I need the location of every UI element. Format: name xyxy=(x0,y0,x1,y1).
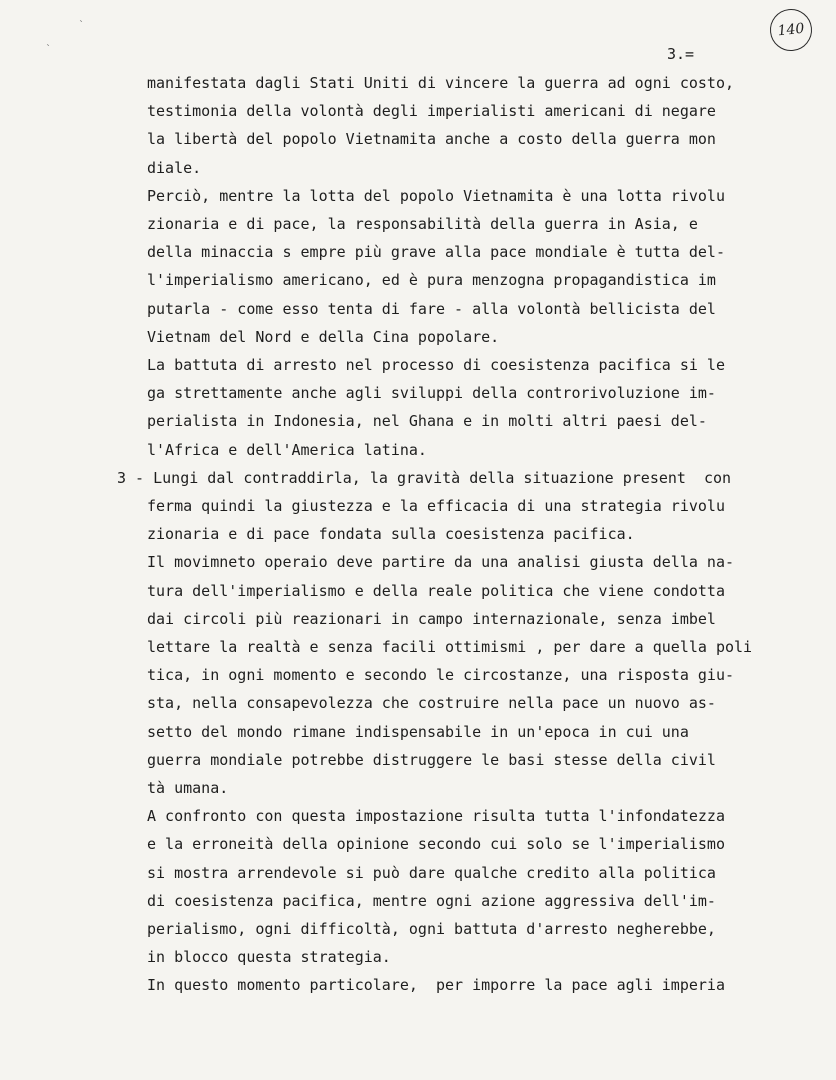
text-line: Il movimneto operaio deve partire da una analisi giusta della na- xyxy=(147,553,734,572)
text-line: zionaria e di pace, la responsabilità della guerra in Asia, e xyxy=(147,215,698,233)
text-line: la libertà del popolo Vietnamita anche a costo della guerra mon xyxy=(147,130,716,149)
text-line: manifestata dagli Stati Uniti di vincere la guerra ad ogni costo, xyxy=(147,74,734,92)
text-line: zionaria e di pace fondata sulla coesistenza pacifica. xyxy=(147,525,635,544)
text-line: perialismo, ogni difficoltà, ogni battuta d'arresto negherebbe, xyxy=(147,920,716,938)
text-line: dai circoli più reazionari in campo internazionale, senza imbel xyxy=(147,609,716,628)
text-line: si mostra arrendevole si può dare qualche credito alla politica xyxy=(147,863,716,882)
text-line: di coesistenza pacifica, mentre ogni azione aggressiva dell'im- xyxy=(147,891,716,910)
text-line: 3 - Lungi dal contraddirla, la gravità della situazione present con xyxy=(117,468,732,487)
text-line: e la erroneità della opinione secondo cui solo se l'imperialismo xyxy=(147,835,725,854)
text-line: In questo momento particolare, per imporre la pace agli imperia xyxy=(147,976,725,995)
text-line: guerra mondiale potrebbe distruggere le basi stesse della civil xyxy=(147,750,716,769)
text-line: La battuta di arresto nel processo di coesistenza pacifica si le xyxy=(147,356,725,374)
text-line: l'imperialismo americano, ed è pura menzogna propagandistica im xyxy=(147,271,716,290)
text-line: in blocco questa strategia. xyxy=(147,948,391,967)
page-number: 3.= xyxy=(667,45,695,63)
text-line: Vietnam del Nord e della Cina popolare. xyxy=(147,327,500,346)
text-line: l'Africa e dell'America latina. xyxy=(147,440,427,459)
text-line: tà umana. xyxy=(147,779,229,797)
text-line: perialista in Indonesia, nel Ghana e in molti altri paesi del- xyxy=(147,412,707,431)
text-line: sta, nella consapevolezza che costruire nella pace un nuovo as- xyxy=(147,694,716,713)
text-line: tura dell'imperialismo e della reale politica che viene condotta xyxy=(147,581,725,600)
text-line: ferma quindi la giustezza e la efficacia di una strategia rivolu xyxy=(147,497,725,515)
paper-speck: ` xyxy=(46,44,51,55)
paper-speck: ` xyxy=(79,20,84,31)
archive-number-stamp: 140 xyxy=(768,7,814,53)
text-line: setto del mondo rimane indispensabile in un'epoca in cui una xyxy=(147,722,689,741)
text-line: diale. xyxy=(147,158,202,177)
text-line: putarla - come esso tenta di fare - alla volontà bellicista del xyxy=(147,299,716,318)
text-line: ga strettamente anche agli sviluppi della controrivoluzione im- xyxy=(147,384,716,403)
text-line: A confronto con questa impostazione risulta tutta l'infondatezza xyxy=(147,807,725,826)
text-line: lettare la realtà e senza facili ottimismi , per dare a quella poli xyxy=(147,638,753,656)
text-line: della minaccia s empre più grave alla pace mondiale è tutta del- xyxy=(147,243,725,262)
text-line: testimonia della volontà degli imperialisti americani di negare xyxy=(147,102,716,121)
text-line: Perciò, mentre la lotta del popolo Vietnamita è una lotta rivolu xyxy=(147,186,725,205)
text-line: tica, in ogni momento e secondo le circostanze, una risposta giu- xyxy=(147,666,734,685)
